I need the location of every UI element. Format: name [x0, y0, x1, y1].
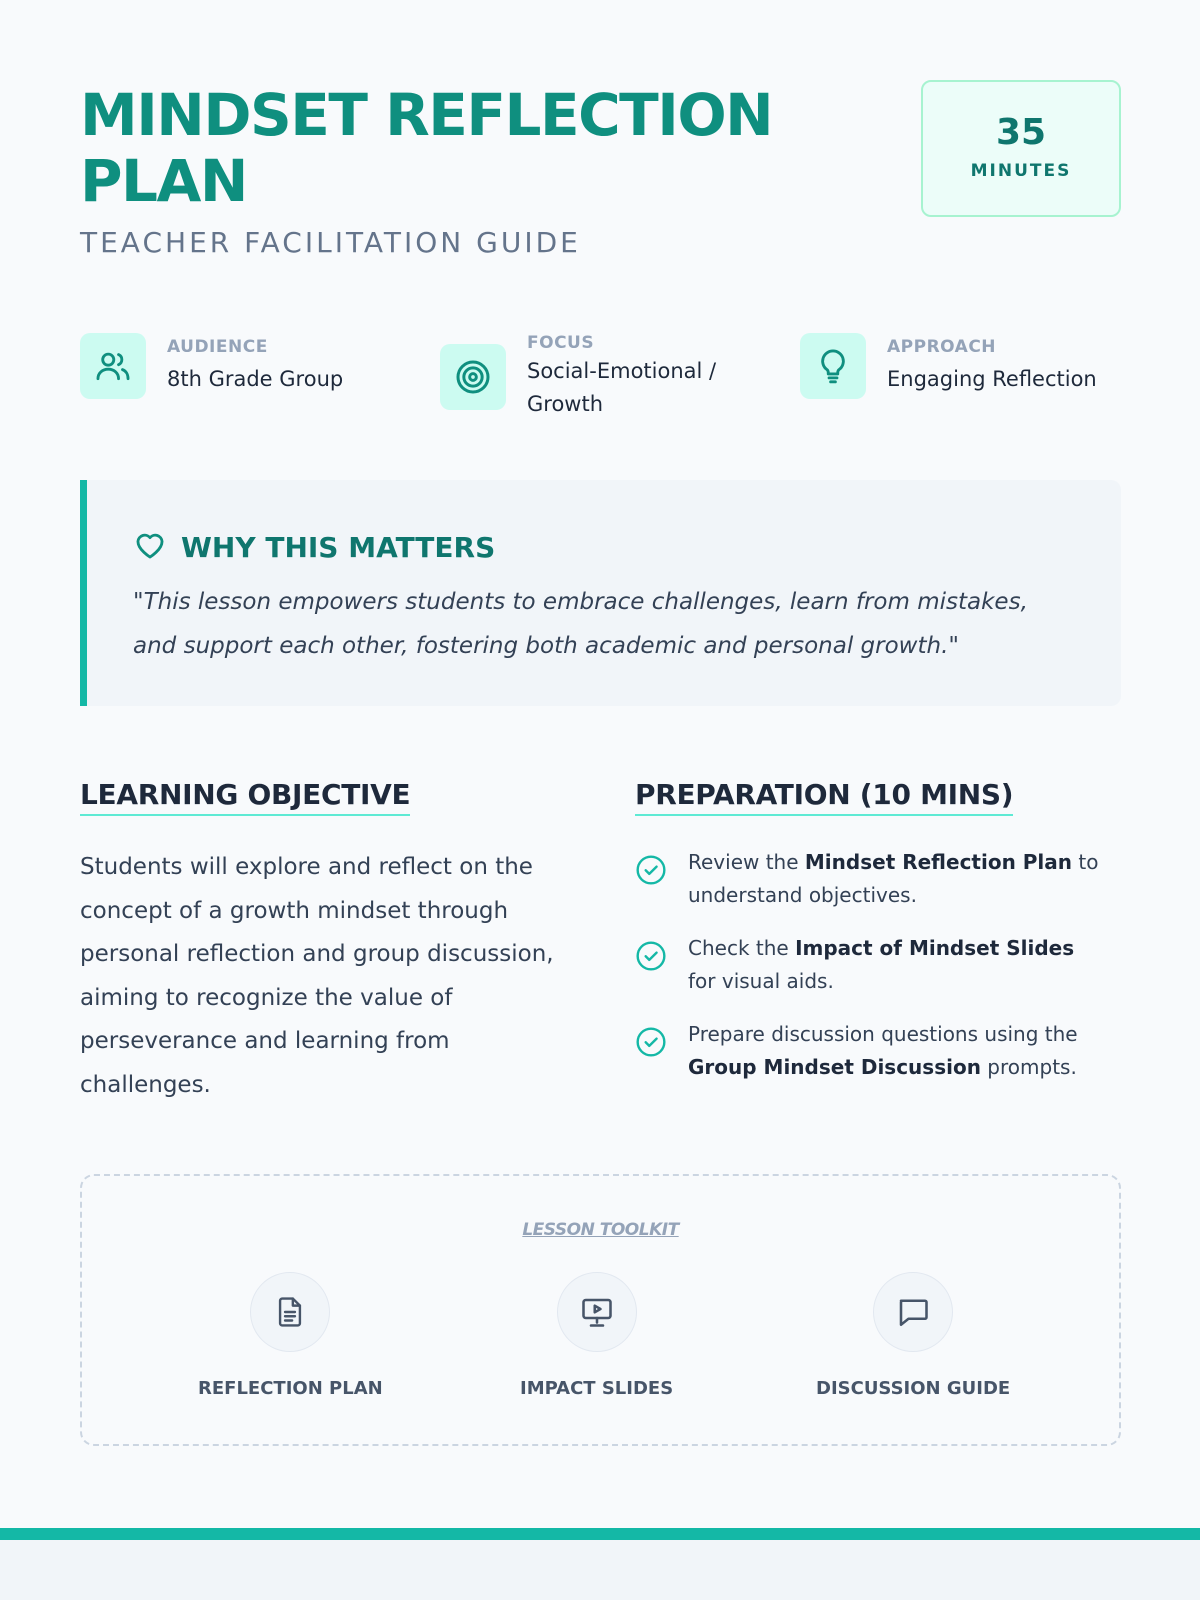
toolkit-title: LESSON TOOLKIT [522, 1220, 679, 1240]
users-icon [80, 333, 146, 399]
meta-audience [80, 333, 343, 399]
preparation-heading: PREPARATION (10 MINS) [635, 778, 1013, 816]
meta-value: Social-Emotional / Growth [527, 359, 717, 416]
preparation-item [635, 1018, 1105, 1084]
meta-label: FOCUS [527, 333, 595, 353]
toolkit-label: IMPACT SLIDES [520, 1378, 674, 1399]
presentation-icon [557, 1272, 637, 1352]
meta-focus [440, 333, 742, 421]
chat-icon [873, 1272, 953, 1352]
footer-strip [0, 1540, 1200, 1600]
check-circle-icon [635, 854, 667, 886]
why-title: WHY THIS MATTERS [181, 530, 496, 564]
learning-objective-heading: LEARNING OBJECTIVE [80, 778, 410, 816]
meta-label: APPROACH [887, 336, 997, 357]
why-quote: "This lesson empowers students to embrace challenges, learn from mistakes, and support each other, fostering both academic and personal growth." [133, 589, 1028, 659]
duration-value: 35 [995, 112, 1047, 153]
document-icon [250, 1272, 330, 1352]
preparation-list [635, 846, 1105, 1104]
preparation-text: Review the Mindset Reflection Plan to understand objectives. [688, 850, 1099, 907]
heart-icon [133, 528, 167, 566]
toolkit-label: DISCUSSION GUIDE [816, 1378, 1011, 1399]
duration-unit: MINUTES [970, 161, 1072, 181]
toolkit-item-discussion-guide[interactable] [816, 1272, 1010, 1399]
target-icon [440, 344, 506, 410]
preparation-item [635, 846, 1105, 912]
lesson-toolkit [80, 1174, 1121, 1446]
duration-badge [921, 80, 1121, 217]
preparation-text: Prepare discussion questions using the Group Mindset Discussion prompts. [688, 1022, 1078, 1079]
footer-accent-bar [0, 1528, 1200, 1540]
meta-value: Engaging Reflection [887, 366, 1097, 391]
toolkit-item-impact-slides[interactable] [520, 1272, 673, 1399]
toolkit-item-reflection-plan[interactable] [198, 1272, 383, 1399]
learning-objective-text: Students will explore and reflect on the concept of a growth mindset through personal reflection and group discussion, aiming to recognize the value of perseverance and learning from challenges. [80, 854, 554, 1098]
page-title: MINDSET REFLECTION PLAN [80, 81, 773, 215]
preparation-item [635, 932, 1105, 998]
lightbulb-icon [800, 333, 866, 399]
preparation-text: Check the Impact of Mindset Slides for visual aids. [688, 936, 1075, 993]
check-circle-icon [635, 1026, 667, 1058]
toolkit-label: REFLECTION PLAN [198, 1378, 383, 1399]
meta-approach [800, 333, 1097, 399]
check-circle-icon [635, 940, 667, 972]
why-this-matters-callout [80, 480, 1121, 706]
meta-label: AUDIENCE [167, 336, 268, 357]
meta-value: 8th Grade Group [167, 366, 344, 391]
page-subtitle: TEACHER FACILITATION GUIDE [80, 226, 581, 259]
